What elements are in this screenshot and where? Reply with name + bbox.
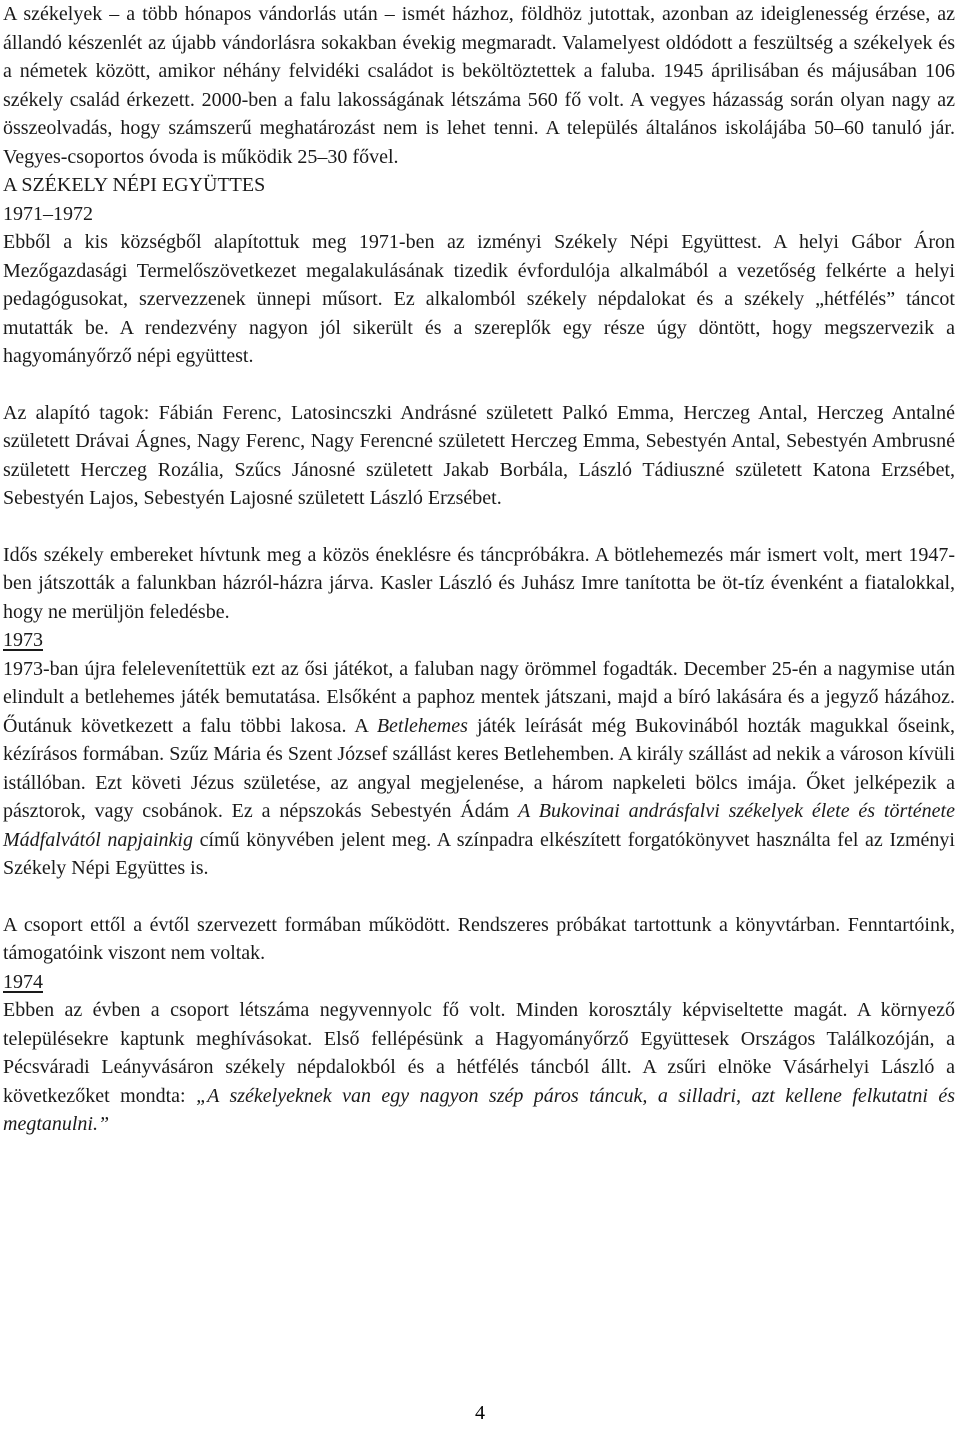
- year-heading-1974: 1974: [3, 970, 43, 993]
- intro-paragraph: A székelyek – a több hónapos vándorlás után – ismét házhoz, földhöz jutottak, azonban az ideiglenesség érzése, az állandó készenlét az újabb vándorlásra sokakban évekig megmaradt. Valamelyest oldódott a feszültség a székelyek és a németek között, amikor néhány felvidéki családot is beköltöztettek a faluba. 1945 áprilisában és májusában 106 székely család érkezett. 2000-ben a falu lakosságának létszáma 560 fő volt. A vegyes házasság során olyan nagy az összeolvadás, hogy számszerű meghatározást nem is lehet tenni. A település általános iskolájába 50–60 tanuló jár. Vegyes-csoportos óvoda is működik 25–30 fővel.: [3, 3, 955, 168]
- text-segment: Ebben az évben a csoport létszáma negyvennyolc fő volt. Minden korosztály képviseltette magát. A környező településekre kaptunk meghívásokat. Első fellépésünk a Hagyományőrző Együttesek Országos Találkozóján, a Pécsváradi Leányvásáron székely népdalokból és a hétfélés táncból állt. A zsűri elnöke Vásárhelyi László a következőket mondta:: [3, 999, 955, 1107]
- italic-jury-quote: „A székelyeknek van egy nagyon szép páros táncuk, a silladri, azt kellene felkutatni és megtanulni.”: [3, 1084, 955, 1135]
- paragraph-1973-nativity-play: [3, 655, 955, 883]
- paragraph-1971-founding: Ebből a kis községből alapítottuk meg 1971-ben az izményi Székely Népi Együttest. A helyi Gábor Áron Mezőgazdasági Termelőszövetkezet megalakulásának tizedik évfordulója alkalmából a vezetőség felkérte a helyi pedagógusokat, szervezzenek ünnepi műsort. Ez alkalomból székely népdalokat és a székely „hétfélés” táncot mutatták be. A rendezvény nagyon jól sikerült és a szereplők egy része úgy döntött, hogy megszervezik a hagyományőrző népi együttest.: [3, 231, 955, 367]
- italic-play-title: Betlehemes: [376, 714, 468, 737]
- section-title: A SZÉKELY NÉPI EGYÜTTES: [3, 174, 266, 196]
- year-heading-1971: 1971–1972: [3, 202, 93, 225]
- text-segment: 1973-ban újra felelevenítettük ezt az ősi játékot, a faluban nagy örömmel fogadták. December 25-én a nagymise után elindult a betlehemes játék bemutatása. Elsőként a paphoz mentek játszani, majd a bíró lakására és a jegyző házához. Őutánuk következett a falu többi lakosa. A: [3, 657, 955, 737]
- paragraph-1974-performances: [3, 996, 955, 1139]
- page-number: 4: [475, 1402, 485, 1424]
- year-heading-1973: 1973: [3, 629, 43, 651]
- text-segment: játék leírását még Bukovinából hozták magukkal őseink, kézírásos formában. Szűz Mária és Szent József szállást keres Betlehemben. A király szállást ad nekik a városon kívüli istállóban. Ezt követi Jézus születése, az angyal megjelenése, a három napkeleti bölcs imája. Őket jelképezik a pásztorok, vagy csobánok. Ez a népszokás Sebestyén Ádám: [3, 714, 955, 822]
- paragraph-founding-members: Az alapító tagok: Fábián Ferenc, Latosincszki Andrásné született Palkó Emma, Herczeg Antal, Herczeg Antalné született Drávai Ágnes, Nagy Ferenc, Nagy Ferencné született Herczeg Emma, Sebestyén Antal, Sebestyén Ambrusné született Herczeg Rozália, Szűcs Jánosné született Jakab Borbála, László Tádiuszné született Katona Erzsébet, Sebestyén Lajos, Sebestyén Lajosné született László Erzsébet.: [3, 401, 955, 509]
- text-segment: című könyvében jelent meg. A színpadra elkészített forgatókönyvet használta fel az Izményi Székely Népi Együttes is.: [3, 828, 955, 879]
- paragraph-1973-organized: A csoport ettől a évtől szervezett formában működött. Rendszeres próbákat tartottunk a könyvtárban. Fenntartóink, támogatóink viszont nem voltak.: [3, 913, 955, 964]
- paragraph-rehearsals: Idős székely embereket hívtunk meg a közös éneklésre és táncpróbákra. A bötlehemezés már ismert volt, mert 1947-ben játszották a falunkban házról-házra járva. Kasler László és Juhász Imre tanította be öt-tíz évenként a fiatalokkal, hogy ne merüljön feledésbe.: [3, 543, 955, 623]
- italic-book-title: A Bukovinai andrásfalvi székelyek élete és története Mádfalvától napjainkig: [3, 800, 955, 851]
